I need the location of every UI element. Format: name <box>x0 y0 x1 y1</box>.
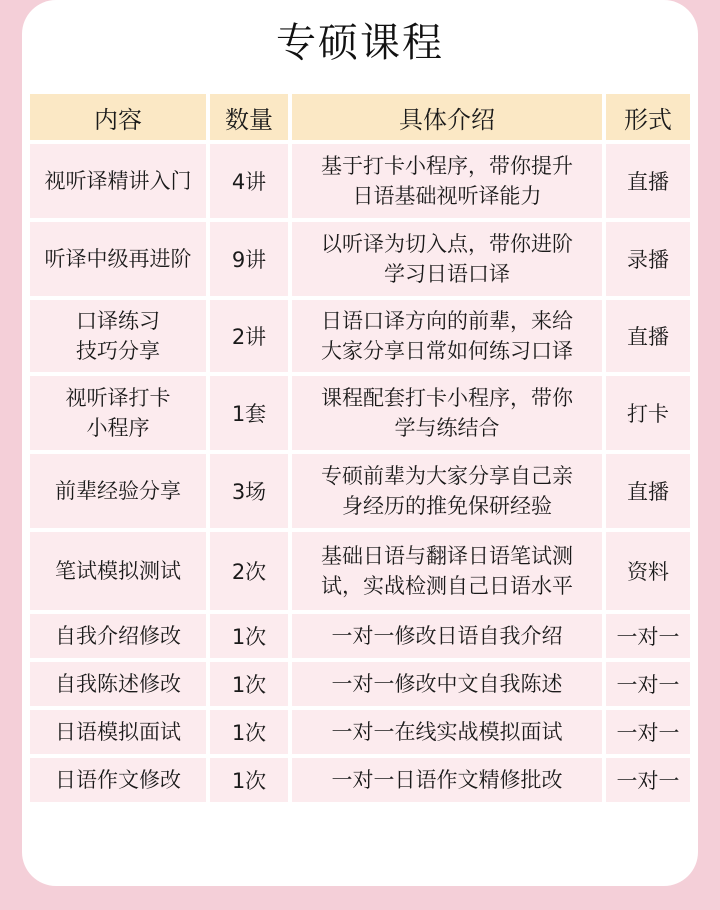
table-row <box>30 758 690 802</box>
description-line: 学与练结合 <box>394 416 500 440</box>
course-format: 资料 <box>606 532 690 610</box>
description-line: 日语口译方向的前辈，来给 <box>321 309 573 333</box>
description-line: 课程配套打卡小程序，带你 <box>321 386 573 410</box>
course-name-cell <box>30 222 206 296</box>
course-description <box>292 614 602 658</box>
table-row <box>30 300 690 372</box>
course-name: 听译中级再进阶 <box>44 247 192 271</box>
course-format: 直播 <box>606 454 690 528</box>
course-quantity: 2次 <box>210 532 288 610</box>
course-name-line: 口译练习 <box>76 309 160 333</box>
course-name: 自我陈述修改 <box>55 672 181 696</box>
course-description <box>292 758 602 802</box>
header-description: 具体介绍 <box>292 94 602 140</box>
description-line: 以听译为切入点，带你进阶 <box>321 232 573 256</box>
course-quantity: 1次 <box>210 614 288 658</box>
course-name: 日语作文修改 <box>55 768 181 792</box>
table-row <box>30 454 690 528</box>
course-name-cell <box>30 710 206 754</box>
course-quantity: 3场 <box>210 454 288 528</box>
table-row <box>30 144 690 218</box>
table-row <box>30 222 690 296</box>
course-format: 直播 <box>606 300 690 372</box>
course-quantity: 1次 <box>210 758 288 802</box>
course-quantity: 4讲 <box>210 144 288 218</box>
page-title: 专硕课程 <box>276 20 444 66</box>
description-line: 大家分享日常如何练习口译 <box>321 339 573 363</box>
course-name: 自我介绍修改 <box>55 624 181 648</box>
course-format: 一对一 <box>606 758 690 802</box>
course-format: 一对一 <box>606 662 690 706</box>
course-description <box>292 222 602 296</box>
course-name-cell <box>30 454 206 528</box>
table-row <box>30 614 690 658</box>
description-line: 日语基础视听译能力 <box>352 184 542 208</box>
course-description <box>292 662 602 706</box>
description-line: 一对一在线实战模拟面试 <box>331 720 563 744</box>
description-line: 专硕前辈为大家分享自己亲 <box>321 464 573 488</box>
description-line: 试，实战检测自己日语水平 <box>321 574 573 598</box>
description-line: 一对一日语作文精修批改 <box>331 768 563 792</box>
course-name-cell <box>30 144 206 218</box>
course-name-cell <box>30 376 206 450</box>
description-line: 一对一修改中文自我陈述 <box>331 672 563 696</box>
course-description <box>292 532 602 610</box>
course-format: 录播 <box>606 222 690 296</box>
course-name-cell <box>30 758 206 802</box>
course-name: 视听译精讲入门 <box>44 169 192 193</box>
header-content: 内容 <box>30 94 206 140</box>
course-name-line: 小程序 <box>86 416 150 440</box>
header-quantity: 数量 <box>210 94 288 140</box>
course-description <box>292 144 602 218</box>
description-line: 身经历的推免保研经验 <box>342 494 552 518</box>
course-format: 一对一 <box>606 710 690 754</box>
course-name-line: 技巧分享 <box>76 339 160 363</box>
course-description <box>292 300 602 372</box>
course-name-line: 视听译打卡 <box>65 386 171 410</box>
course-quantity: 1次 <box>210 710 288 754</box>
course-format: 打卡 <box>606 376 690 450</box>
table-header-row <box>30 94 690 140</box>
description-line: 一对一修改日语自我介绍 <box>331 624 563 648</box>
table-row <box>30 710 690 754</box>
course-name: 前辈经验分享 <box>55 479 181 503</box>
course-description <box>292 710 602 754</box>
course-name: 日语模拟面试 <box>55 720 181 744</box>
course-quantity: 1次 <box>210 662 288 706</box>
bottom-background-strip <box>0 890 720 910</box>
course-quantity: 2讲 <box>210 300 288 372</box>
header-format: 形式 <box>606 94 690 140</box>
course-format: 直播 <box>606 144 690 218</box>
table-row <box>30 376 690 450</box>
course-quantity: 1套 <box>210 376 288 450</box>
course-table <box>26 90 694 806</box>
course-quantity: 9讲 <box>210 222 288 296</box>
course-name-cell <box>30 300 206 372</box>
course-name-cell <box>30 614 206 658</box>
course-description <box>292 376 602 450</box>
table-row <box>30 532 690 610</box>
description-line: 基于打卡小程序，带你提升 <box>321 154 573 178</box>
course-name-cell <box>30 662 206 706</box>
description-line: 学习日语口译 <box>384 262 510 286</box>
description-line: 基础日语与翻译日语笔试测 <box>321 544 573 568</box>
course-name-cell <box>30 532 206 610</box>
course-format: 一对一 <box>606 614 690 658</box>
course-name: 笔试模拟测试 <box>55 559 181 583</box>
course-description <box>292 454 602 528</box>
table-row <box>30 662 690 706</box>
